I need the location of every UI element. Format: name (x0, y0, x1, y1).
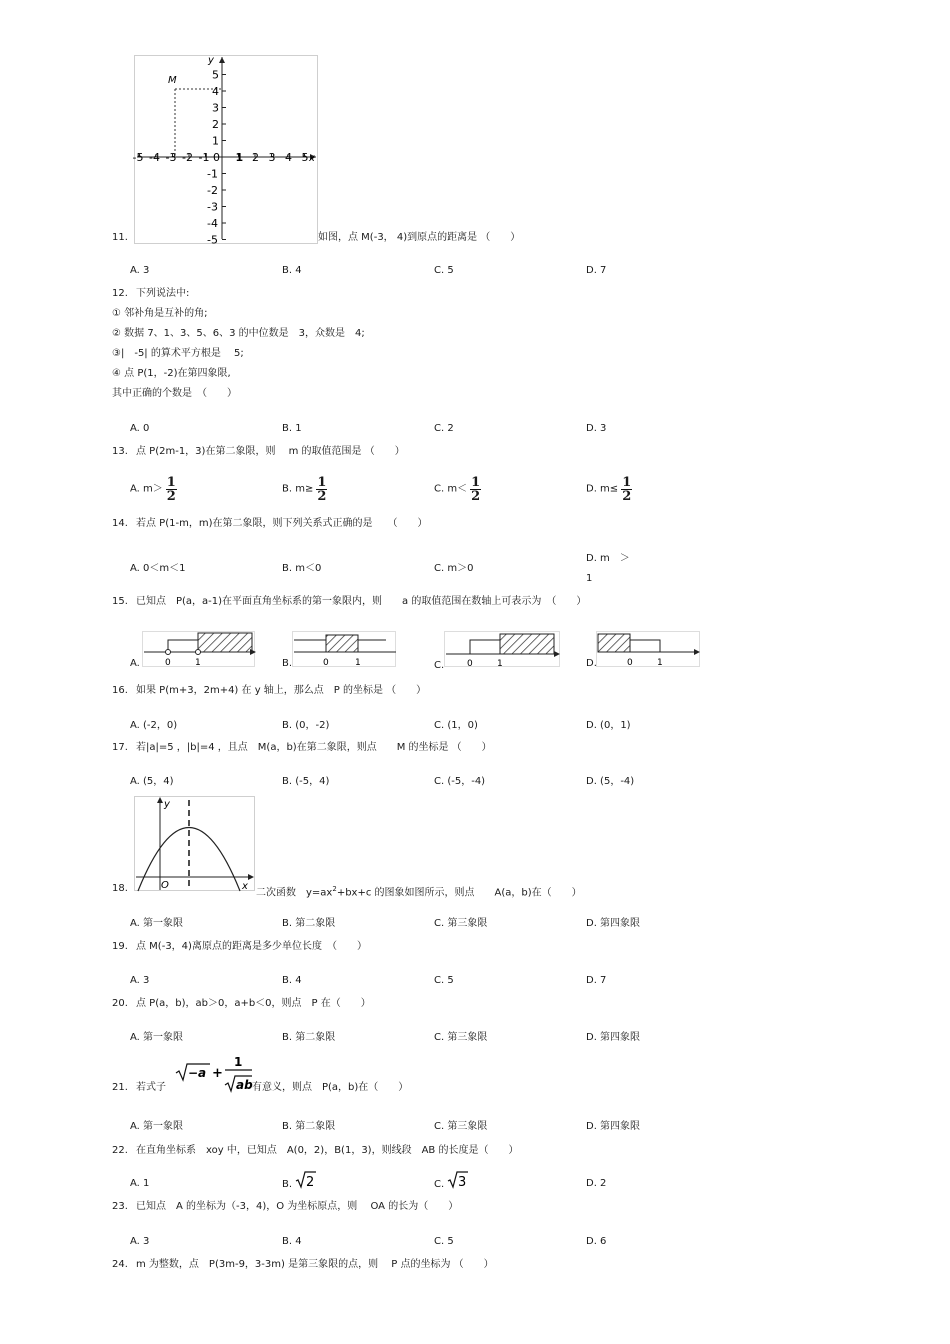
q11-y-tick-label: -3 (207, 200, 218, 214)
q11-x-tick-label: 3 (268, 151, 276, 164)
q18-option-b[interactable]: B. 第二象限 (282, 918, 336, 929)
q11-y-tick-label: 5 (212, 68, 219, 82)
q13-option-a[interactable]: A. m＞ $\frac{1}{2}$ (130, 475, 176, 504)
q13-fraction-half: $\frac{1}{2}$ (471, 475, 481, 504)
q23-question-text: 已知点 A 的坐标为（-3，4)，O 为坐标原点，则 OA 的长为（ ） (136, 1201, 459, 1212)
q13-option-b[interactable]: B. m≥ $\frac{1}{2}$ (282, 475, 327, 504)
q15-number-line-a (140, 630, 258, 670)
q21-option-a[interactable]: A. 第一象限 (130, 1121, 184, 1132)
q11-x-tick-label: 2 (252, 151, 259, 164)
q19-question-text: 点 M(-3，4)离原点的距离是多少单位长度 （ ） (136, 941, 367, 952)
q12-question-text: 下列说法中: (136, 288, 190, 299)
q15-c-tick-1: 1 (497, 659, 503, 669)
q15-b-tick-1: 1 (355, 658, 361, 668)
q12-ask-text: 其中正确的个数是 （ ） (112, 388, 237, 399)
q19-option-b[interactable]: B. 4 (282, 975, 302, 986)
q12-statement-1: ① 邻补角是互补的角; (112, 308, 208, 319)
q21-lead-text: 若式子 (136, 1082, 166, 1093)
q15-option-d-letter[interactable]: D. (586, 658, 597, 669)
q12-statement-2: ② 数据 7、1、3、5、6、3 的中位数是 3，众数是 4; (112, 328, 365, 339)
q20-number: 20. (112, 998, 128, 1009)
q15-option-c-letter[interactable]: C. (434, 660, 445, 671)
q21-expr-neg-a: −a (188, 1066, 207, 1080)
q11-x-tick-label: 1 (235, 151, 244, 164)
q23-number: 23. (112, 1201, 128, 1212)
q11-x-tick-label: -4 (149, 151, 160, 164)
q18-number: 18. (112, 883, 128, 894)
q20-option-b[interactable]: B. 第二象限 (282, 1032, 336, 1043)
q18-parabola-graph (134, 796, 256, 892)
q22-sqrt3-radicand: 3 (458, 1175, 467, 1190)
q24-question-text: m 为整数，点 P(3m-9，3-3m) 是第三象限的点，则 P 点的坐标为 （ ） (136, 1259, 494, 1270)
q23-option-b[interactable]: B. 4 (282, 1236, 302, 1247)
q22-number: 22. (112, 1145, 128, 1156)
q11-y-tick-label: 3 (212, 101, 219, 115)
q11-number: 11. (112, 232, 128, 243)
q12-option-c[interactable]: C. 2 (434, 423, 454, 434)
q11-coordinate-graph (134, 55, 320, 245)
q21-question-text: 有意义，则点 P(a，b)在（ ） (252, 1082, 409, 1093)
q11-x-tick-label: -1 (198, 151, 210, 164)
q11-option-c[interactable]: C. 5 (434, 265, 454, 276)
q21-expr-ab: ab (236, 1078, 253, 1092)
q14-option-d-continued: 1 (586, 573, 593, 584)
q16-option-b[interactable]: B. (0，-2) (282, 720, 330, 731)
q21-option-b[interactable]: B. 第二象限 (282, 1121, 336, 1132)
q21-expr-num: 1 (234, 1055, 243, 1069)
q15-d-tick-0: 0 (627, 658, 633, 668)
q22-option-d[interactable]: D. 2 (586, 1178, 607, 1189)
q11-y-tick-label: -5 (207, 233, 218, 247)
q22-option-c[interactable]: C. 3 (434, 1170, 469, 1190)
q11-x-tick-label: -5 (132, 151, 144, 164)
q11-option-a[interactable]: A. 3 (130, 265, 150, 276)
q16-option-a[interactable]: A. (-2，0) (130, 720, 178, 731)
q12-statement-3: ③| -5| 的算术平方根是 5; (112, 348, 244, 359)
q11-y-tick-label: 1 (212, 134, 219, 148)
q11-point-M-label: M (168, 75, 177, 86)
q19-option-d[interactable]: D. 7 (586, 975, 607, 986)
q11-y-tick-label: -1 (207, 167, 218, 181)
q23-option-d[interactable]: D. 6 (586, 1236, 607, 1247)
q15-number-line-c (442, 630, 562, 670)
q17-question-text: 若|a|=5 ，|b|=4 ，且点 M(a，b)在第二象限，则点 M 的坐标是 （ ） (136, 742, 492, 753)
q11-x-tick-label: -3 (165, 151, 177, 164)
q15-question-text: 已知点 P(a，a-1)在平面直角坐标系的第一象限内，则 a 的取值范围在数轴上可表示为 （ ） (136, 596, 587, 607)
q17-number: 17. (112, 742, 128, 753)
q21-radical-expression (174, 1052, 254, 1094)
q14-number: 14. (112, 518, 128, 529)
q16-number: 16. (112, 685, 128, 696)
q19-option-a[interactable]: A. 3 (130, 975, 150, 986)
q22-sqrt2-expression (295, 1170, 317, 1190)
q13-fraction-half: $\frac{1}{2}$ (317, 475, 327, 504)
q21-number: 21. (112, 1082, 128, 1093)
q13-question-text: 点 P(2m-1，3)在第二象限，则 m 的取值范围是 （ ） (136, 446, 405, 457)
q11-y-tick-label: 4 (212, 85, 219, 98)
q11-x-tick-label: 0 (213, 151, 220, 164)
q11-question-text: 如图，点 M(-3， 4)到原点的距离是 （ ） (318, 232, 521, 243)
q17-option-c[interactable]: C. (-5，-4) (434, 776, 486, 787)
q18-option-d[interactable]: D. 第四象限 (586, 918, 641, 929)
q21-option-c[interactable]: C. 第三象限 (434, 1121, 488, 1132)
q18-origin-label: O (161, 880, 169, 891)
q15-d-tick-1: 1 (657, 658, 663, 668)
q17-option-a[interactable]: A. (5，4) (130, 776, 174, 787)
q18-y-axis-label: y (164, 799, 170, 810)
q11-option-d[interactable]: D. 7 (586, 265, 607, 276)
q19-option-c[interactable]: C. 5 (434, 975, 454, 986)
q18-option-a[interactable]: A. 第一象限 (130, 918, 184, 929)
q22-question-text: 在直角坐标系 xoy 中，已知点 A(0，2)，B(1，3)，则线段 AB 的长度是（ ） (136, 1145, 519, 1156)
q20-question-text: 点 P(a，b)，ab＞0，a+b＜0，则点 P 在（ ） (136, 998, 371, 1009)
q16-option-d[interactable]: D. (0，1) (586, 720, 631, 731)
q22-sqrt3-expression (447, 1170, 469, 1190)
q16-option-c[interactable]: C. (1，0) (434, 720, 478, 731)
q18-option-c[interactable]: C. 第三象限 (434, 918, 488, 929)
q12-number: 12. (112, 288, 128, 299)
q17-option-b[interactable]: B. (-5，4) (282, 776, 330, 787)
q15-b-tick-0: 0 (323, 658, 329, 668)
q12-option-b[interactable]: B. 1 (282, 423, 302, 434)
q22-option-b[interactable]: B. 2 (282, 1170, 317, 1190)
q13-option-c[interactable]: C. m＜ $\frac{1}{2}$ (434, 475, 481, 504)
q20-option-c[interactable]: C. 第三象限 (434, 1032, 488, 1043)
q12-statement-4: ④ 点 P(1，-2)在第四象限, (112, 368, 231, 379)
q20-option-d[interactable]: D. 第四象限 (586, 1032, 641, 1043)
q11-x-tick-label: -2 (182, 151, 193, 164)
q15-number-line-b (290, 630, 398, 670)
q11-y-axis-label: y (208, 55, 214, 66)
q13-option-d[interactable]: D. m≤ $\frac{1}{2}$ (586, 475, 632, 504)
q18-x-axis-label: x (242, 881, 248, 892)
q14-option-d[interactable]: D. m ＞ (586, 553, 630, 564)
q12-option-d[interactable]: D. 3 (586, 423, 607, 434)
q23-option-c[interactable]: C. 5 (434, 1236, 454, 1247)
q21-expr-plus: + (212, 1066, 223, 1081)
q21-option-d[interactable]: D. 第四象限 (586, 1121, 641, 1132)
q11-x-tick-label: 4 (285, 151, 292, 164)
q18-question-text: 二次函数 $y=ax^2+bx+c$ 的图象如图所示，则点 A(a，b)在（ ） (256, 885, 582, 899)
q15-option-b-letter[interactable]: B. (282, 658, 293, 669)
q11-y-tick-label: -2 (207, 184, 218, 197)
q11-y-tick-label: -4 (207, 217, 218, 230)
q23-option-a[interactable]: A. 3 (130, 1236, 150, 1247)
q15-c-tick-0: 0 (467, 659, 473, 669)
q20-option-a[interactable]: A. 第一象限 (130, 1032, 184, 1043)
q14-option-b[interactable]: B. m＜0 (282, 563, 322, 574)
q15-number: 15. (112, 596, 128, 607)
q14-option-a[interactable]: A. 0＜m＜1 (130, 563, 186, 574)
q11-x-tick-label: 5 (301, 151, 309, 164)
q11-option-b[interactable]: B. 4 (282, 265, 302, 276)
q17-option-d[interactable]: D. (5，-4) (586, 776, 635, 787)
q11-y-tick-label: 2 (212, 118, 219, 131)
q13-fraction-half: $\frac{1}{2}$ (166, 475, 176, 504)
q22-sqrt2-radicand: 2 (306, 1175, 315, 1190)
q12-option-a[interactable]: A. 0 (130, 423, 150, 434)
q14-question-text: 若点 P(1-m，m)在第二象限，则下列关系式正确的是 （ ） (136, 518, 428, 529)
q15-option-a-letter[interactable]: A. (130, 658, 140, 669)
q15-a-tick-1: 1 (195, 658, 201, 668)
q15-a-tick-0: 0 (165, 658, 171, 668)
q19-number: 19. (112, 941, 128, 952)
q15-number-line-d (594, 630, 702, 670)
q16-question-text: 如果 P(m+3，2m+4) 在 y 轴上，那么点 P 的坐标是 （ ） (136, 685, 427, 696)
q24-number: 24. (112, 1259, 128, 1270)
q14-option-c[interactable]: C. m＞0 (434, 563, 474, 574)
q13-fraction-half: $\frac{1}{2}$ (622, 475, 632, 504)
q13-number: 13. (112, 446, 128, 457)
q22-option-a[interactable]: A. 1 (130, 1178, 150, 1189)
q11-x-axis-label: x (309, 153, 315, 164)
